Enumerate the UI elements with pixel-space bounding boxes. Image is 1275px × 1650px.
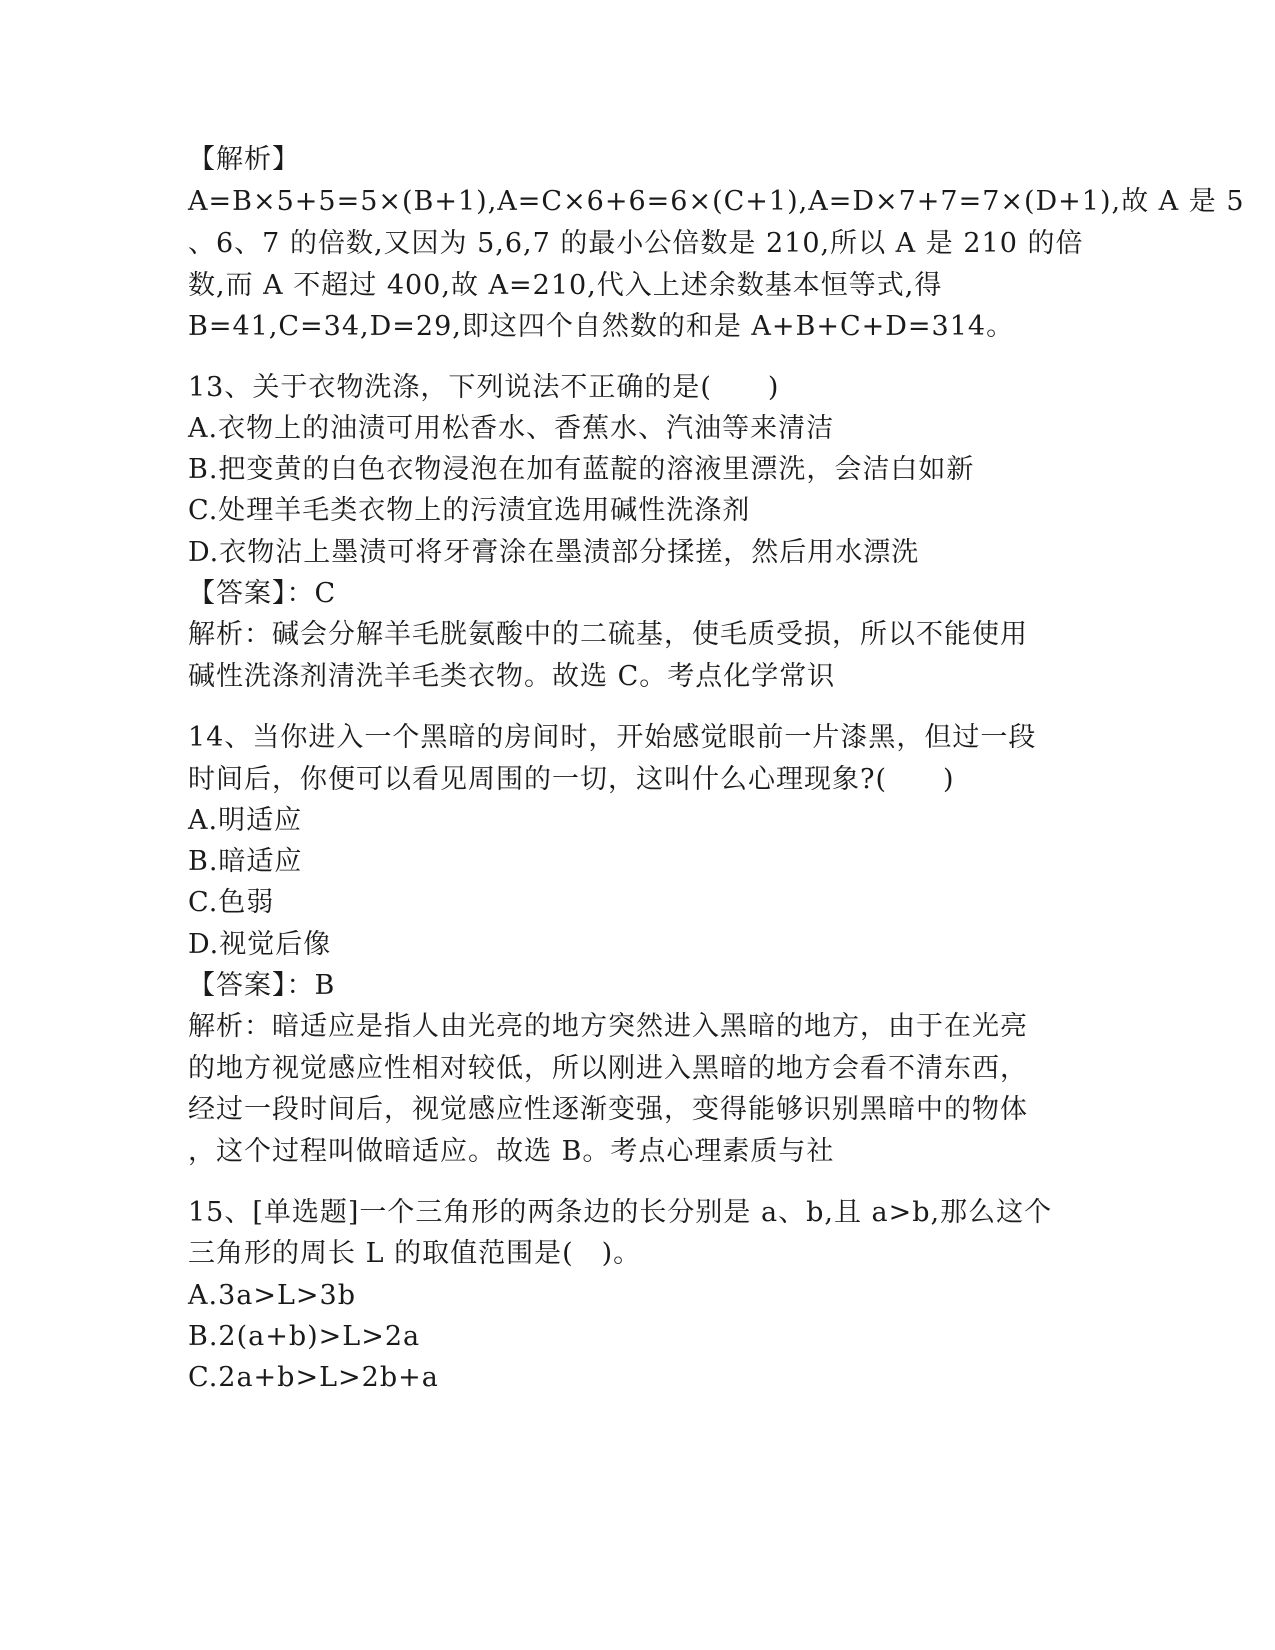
analysis-line: 、6、7 的倍数,又因为 5,6,7 的最小公倍数是 210,所以 A 是 210 的倍 — [188, 228, 1084, 259]
question-13-option-b: B.把变黄的白色衣物浸泡在加有蓝靛的溶液里漂洗，会洁白如新 — [188, 454, 975, 485]
question-14-explanation: ，这个过程叫做暗适应。故选 B。考点心理素质与社 — [188, 1136, 835, 1167]
question-14-explanation: 经过一段时间后，视觉感应性逐渐变强，变得能够识别黑暗中的物体 — [188, 1094, 1028, 1125]
analysis-line: A=B×5+5=5×(B+1),A=C×6+6=6×(C+1),A=D×7+7=7×(D+1),故 A 是 5 — [188, 186, 1245, 217]
question-15-option-b: B.2(a+b)>L>2a — [188, 1321, 421, 1352]
question-13-answer: 【答案】：C — [188, 578, 337, 609]
analysis-line: 数,而 A 不超过 400,故 A=210,代入上述余数基本恒等式,得 — [188, 270, 943, 301]
analysis-line: B=41,C=34,D=29,即这四个自然数的和是 A+B+C+D=314。 — [188, 311, 1015, 342]
question-15-option-a: A.3a>L>3b — [188, 1280, 356, 1311]
question-13-stem: 13、关于衣物洗涤，下列说法不正确的是( ) — [188, 372, 780, 403]
question-13-explanation: 解析：碱会分解羊毛胱氨酸中的二硫基，使毛质受损，所以不能使用 — [188, 619, 1028, 650]
question-13-option-a: A.衣物上的油渍可用松香水、香蕉水、汽油等来清洁 — [188, 413, 835, 444]
question-14-option-b: B.暗适应 — [188, 846, 303, 877]
analysis-header: 【解析】 — [188, 144, 300, 175]
question-14-option-a: A.明适应 — [188, 805, 303, 836]
question-15-stem: 15、[单选题]一个三角形的两条边的长分别是 a、b,且 a>b,那么这个 — [188, 1197, 1053, 1228]
question-14-option-c: C.色弱 — [188, 887, 275, 918]
question-14-answer: 【答案】：B — [188, 970, 336, 1001]
question-14-stem: 14、当你进入一个黑暗的房间时，开始感觉眼前一片漆黑，但过一段 — [188, 722, 1037, 753]
question-13-explanation: 碱性洗涤剂清洗羊毛类衣物。故选 C。考点化学常识 — [188, 661, 836, 692]
question-13-option-c: C.处理羊毛类衣物上的污渍宜选用碱性洗涤剂 — [188, 495, 751, 526]
question-14-option-d: D.视觉后像 — [188, 929, 332, 960]
question-14-explanation: 解析：暗适应是指人由光亮的地方突然进入黑暗的地方，由于在光亮 — [188, 1011, 1028, 1042]
question-15-option-c: C.2a+b>L>2b+a — [188, 1362, 439, 1393]
question-14-explanation: 的地方视觉感应性相对较低，所以刚进入黑暗的地方会看不清东西， — [188, 1053, 1028, 1084]
question-14-stem: 时间后，你便可以看见周围的一切，这叫什么心理现象?( ) — [188, 764, 955, 795]
question-15-stem: 三角形的周长 L 的取值范围是( )。 — [188, 1238, 642, 1269]
question-13-option-d: D.衣物沾上墨渍可将牙膏涂在墨渍部分揉搓，然后用水漂洗 — [188, 537, 920, 568]
